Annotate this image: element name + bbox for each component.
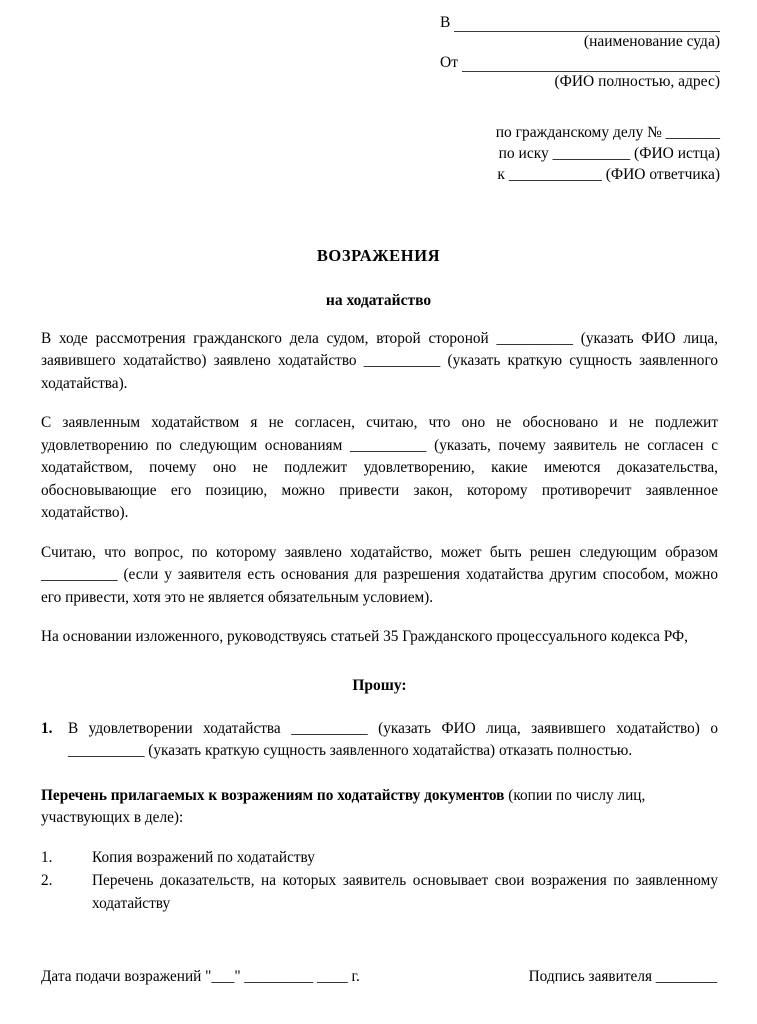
applicant-hint: (ФИО полностью, адрес): [554, 72, 720, 90]
body-paragraph-1: В ходе рассмотрения гражданского дела судом, второй стороной __________ (указать ФИО лица, заявившего ходатайство) заявлено ходатайство __________ (указать краткую сущность заявленного ходатайства).: [41, 330, 718, 392]
request-item: [41, 718, 718, 763]
attachments-heading: [41, 785, 718, 830]
applicant-fill-rule[interactable]: [462, 56, 720, 72]
signature-line: Подпись заявителя ________: [528, 968, 717, 985]
case-number-line: по гражданскому делу № _______: [495, 124, 720, 141]
court-hint: (наименование суда): [583, 33, 720, 51]
request-item-number: 1.: [41, 719, 53, 737]
request-item-text: В удовлетворении ходатайства __________ (указать ФИО лица, заявившего ходатайство) о __________ (указать краткую сущность заявленного ходатайства) отказать полностью.: [68, 719, 718, 760]
attachments-heading-bold: Перечень прилагаемых к возражениям по ходатайству документов: [41, 786, 505, 804]
page-title: ВОЗРАЖЕНИЯ: [316, 246, 441, 265]
attachment-number: 2.: [41, 872, 53, 890]
page-subtitle: на ходатайство: [325, 292, 432, 309]
body-paragraph-3: Считаю, что вопрос, по которому заявлено ходатайство, может быть решен следующим образом __________ (если у заявителя есть основания для разрешения ходатайства другим способом, можно его привести, хотя это не является обязательным условием).: [41, 543, 718, 606]
request-heading: Прошу:: [352, 676, 407, 694]
body-paragraph-2: С заявленным ходатайством я не согласен, считаю, что оно не обосновано и не подлежит удовлетворению по следующим основаниям __________ (указать, почему заявитель не согласен с ходатайством, почему оно не подлежит удовлетворению, какие имеются доказательства, обосновывающие его позицию, можно привести закон, которому противоречит заявленное ходатайство).: [41, 414, 718, 522]
document-body: [41, 328, 718, 916]
list-item: [41, 847, 718, 869]
list-item: [41, 870, 718, 915]
attachment-number: 1.: [41, 848, 53, 866]
date-line: Дата подачи возражений "___" _________ ____ г.: [41, 968, 360, 985]
applicant-label: От: [440, 53, 458, 71]
attachment-text: Перечень доказательств, на которых заявитель основывает свои возражения по заявленному ходатайству: [92, 872, 718, 912]
court-label: В: [440, 14, 451, 31]
case-info-block: [430, 123, 720, 186]
document-footer: [41, 968, 721, 986]
attachments-heading-rest: (копии по числу лиц, участвующих в деле):: [41, 786, 646, 827]
attachment-text: Копия возражений по ходатайству: [92, 848, 315, 866]
addressee-block: [440, 14, 720, 93]
court-fill-rule[interactable]: [454, 17, 720, 33]
court-row: [440, 14, 720, 32]
applicant-row: [440, 54, 720, 72]
plaintiff-line: по иску __________ (ФИО истца): [498, 144, 720, 162]
body-paragraph-4: На основании изложенного, руководствуясь статьей 35 Гражданского процессуального кодекса РФ,: [41, 628, 688, 646]
defendant-line: к ____________ (ФИО ответчика): [497, 165, 720, 183]
